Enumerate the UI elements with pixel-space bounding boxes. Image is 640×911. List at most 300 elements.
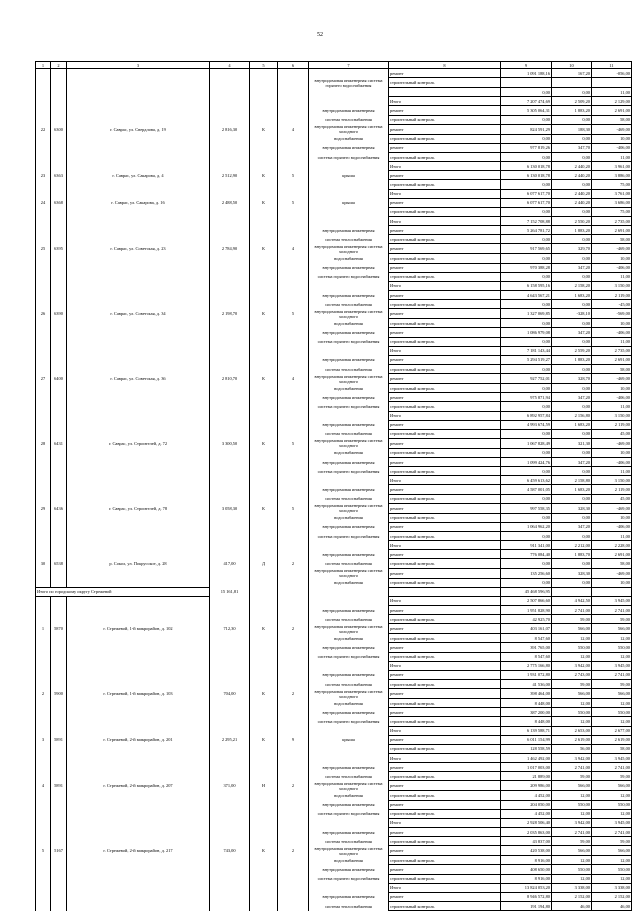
unit-cost-cell: 2 741,00: [552, 827, 592, 836]
address-cell: [67, 337, 210, 346]
material-cell: [250, 476, 278, 485]
material-cell: [250, 763, 278, 772]
material-cell: [250, 634, 278, 643]
service-cell: строительный контроль: [389, 272, 501, 281]
cost-cell: 0,00: [501, 180, 552, 189]
area-cell: [210, 522, 250, 531]
table-row: [36, 309, 632, 319]
unit-cost-cell: 347,20: [552, 328, 592, 337]
unit-cost-cell: 0,00: [552, 559, 592, 568]
service-cell: Итого: [389, 726, 501, 735]
service-cell: Итого: [389, 476, 501, 485]
floors-cell: [278, 652, 309, 661]
address-cell: [67, 699, 210, 708]
table-row: [36, 865, 632, 874]
floors-cell: [278, 606, 309, 615]
limit-cell: 10,00: [592, 513, 632, 522]
work-type-cell: внутридомовая инженерная: [309, 522, 389, 531]
house-id-cell: [51, 402, 67, 411]
limit-cell: 10,00: [592, 254, 632, 263]
material-cell: Н: [250, 781, 278, 791]
row-number-cell: [36, 485, 51, 494]
service-cell: ремонт: [389, 420, 501, 429]
work-type-cell: система теплоснабжения: [309, 115, 389, 124]
cost-cell: 191 194,80: [501, 901, 552, 910]
house-id-cell: [51, 300, 67, 309]
house-id-cell: [51, 883, 67, 892]
address-cell: г. Стрежевой, 2-й микрорайон, д. 207: [67, 781, 210, 791]
limit-cell: 10,00: [592, 384, 632, 393]
row-number-cell: [36, 763, 51, 772]
unit-cost-cell: 12,00: [552, 874, 592, 883]
unit-cost-cell: 2 440,20: [552, 162, 592, 171]
address-cell: [67, 901, 210, 910]
work-type-cell: [309, 726, 389, 735]
table-row: [36, 559, 632, 568]
house-id-cell: [51, 541, 67, 550]
column-number: 1: [36, 62, 51, 69]
house-id-cell: [51, 578, 67, 587]
limit-cell: 12,00: [592, 856, 632, 865]
limit-cell: 550,00: [592, 865, 632, 874]
limit-cell: -406,00: [592, 522, 632, 531]
limit-cell: 3 150,00: [592, 281, 632, 290]
address-cell: [67, 494, 210, 503]
service-cell: строительный контроль: [389, 652, 501, 661]
address-cell: [67, 532, 210, 541]
row-number-cell: [36, 134, 51, 143]
row-number-cell: [36, 115, 51, 124]
row-number-cell: [36, 726, 51, 735]
row-number-cell: [36, 699, 51, 708]
material-cell: [250, 596, 278, 605]
house-id-cell: [51, 856, 67, 865]
row-number-cell: [36, 328, 51, 337]
unit-cost-cell: 2 212,00: [552, 541, 592, 550]
work-type-cell: внутридомовая инженерная: [309, 393, 389, 402]
cost-cell: 6 077 617,70: [501, 189, 552, 198]
service-cell: ремонт: [389, 503, 501, 513]
unit-cost-cell: 3 942,00: [552, 661, 592, 670]
limit-cell: 75,00: [592, 180, 632, 189]
work-type-cell: система горячего водоснабжения: [309, 809, 389, 818]
service-cell: строительный контроль: [389, 634, 501, 643]
area-cell: [210, 189, 250, 198]
house-id-cell: [51, 606, 67, 615]
material-cell: [250, 411, 278, 420]
row-number-cell: [36, 97, 51, 106]
address-cell: [67, 384, 210, 393]
work-type-cell: внутридомовая инженерная: [309, 606, 389, 615]
unit-cost-cell: 2 559,20: [552, 346, 592, 355]
house-id-cell: [51, 763, 67, 772]
limit-cell: 3 338,00: [592, 883, 632, 892]
limit-cell: 12,00: [592, 791, 632, 800]
work-type-cell: [309, 88, 389, 97]
area-cell: [210, 384, 250, 393]
table-row: [36, 717, 632, 726]
row-number-cell: [36, 883, 51, 892]
limit-cell: 2 119,00: [592, 290, 632, 299]
table-row: [36, 791, 632, 800]
material-cell: [250, 744, 278, 753]
address-cell: [67, 754, 210, 763]
limit-cell: 3 886,00: [592, 171, 632, 180]
limit-cell: 58,00: [592, 115, 632, 124]
work-type-cell: внутридомовая инженерная: [309, 800, 389, 809]
cost-cell: 5 305 064,31: [501, 106, 552, 115]
address-cell: [67, 189, 210, 198]
service-cell: строительный контроль: [389, 402, 501, 411]
service-cell: ремонт: [389, 708, 501, 717]
house-id-cell: [51, 643, 67, 652]
house-id-cell: [51, 420, 67, 429]
floors-cell: [278, 865, 309, 874]
address-cell: [67, 467, 210, 476]
service-cell: ремонт: [389, 226, 501, 235]
work-type-cell: система теплоснабжения: [309, 300, 389, 309]
house-id-cell: [51, 152, 67, 161]
area-cell: [210, 661, 250, 670]
unit-cost-cell: 2 158,20: [552, 281, 592, 290]
limit-cell: 3 686,00: [592, 198, 632, 207]
floors-cell: [278, 337, 309, 346]
table-row: [36, 772, 632, 781]
service-cell: строительный контроль: [389, 337, 501, 346]
cost-cell: 0,00: [501, 532, 552, 541]
floors-cell: [278, 763, 309, 772]
house-id-cell: [51, 532, 67, 541]
work-type-cell: система горячего водоснабжения: [309, 874, 389, 883]
limit-cell: 58,00: [592, 559, 632, 568]
address-cell: [67, 717, 210, 726]
unit-cost-cell: 550,00: [552, 708, 592, 717]
service-cell: ремонт: [389, 263, 501, 272]
unit-cost-cell: 0,00: [552, 300, 592, 309]
house-id-cell: [51, 189, 67, 198]
row-number-cell: [36, 319, 51, 328]
material-cell: [250, 226, 278, 235]
house-id-cell: [51, 522, 67, 531]
table-row: [36, 115, 632, 124]
table-row: [36, 578, 632, 587]
material-cell: К: [250, 689, 278, 699]
cost-cell: 21 889,00: [501, 772, 552, 781]
work-type-cell: система горячего водоснабжения: [309, 652, 389, 661]
table-row: [36, 235, 632, 244]
row-number-cell: 29: [36, 503, 51, 513]
floors-cell: 5: [278, 503, 309, 513]
house-id-cell: [51, 744, 67, 753]
floors-cell: [278, 402, 309, 411]
material-cell: К: [250, 735, 278, 744]
floors-cell: [278, 791, 309, 800]
area-cell: 3 058,30: [210, 503, 250, 513]
limit-cell: 2 152,00: [592, 892, 632, 901]
floors-cell: [278, 429, 309, 438]
house-id-cell: [51, 134, 67, 143]
material-cell: [250, 809, 278, 818]
house-id-cell: [51, 448, 67, 457]
service-cell: ремонт: [389, 781, 501, 791]
unit-cost-cell: 56,00: [552, 744, 592, 753]
unit-cost-cell: 0,00: [552, 384, 592, 393]
house-id-cell: 5891: [51, 735, 67, 744]
material-cell: [250, 837, 278, 846]
house-id-cell: [51, 901, 67, 910]
unit-cost-cell: 0,00: [552, 272, 592, 281]
table-row: [36, 290, 632, 299]
cost-cell: 5 264 781,72: [501, 226, 552, 235]
limit-cell: 2 691,00: [592, 355, 632, 364]
row-number-cell: [36, 892, 51, 901]
table-row: [36, 402, 632, 411]
material-cell: [250, 791, 278, 800]
address-cell: [67, 827, 210, 836]
table-row: [36, 124, 632, 134]
cost-cell: 0,00: [501, 402, 552, 411]
address-cell: [67, 744, 210, 753]
service-cell: Итого: [389, 411, 501, 420]
limit-cell: 2 735,00: [592, 216, 632, 225]
limit-cell: 11,00: [592, 467, 632, 476]
table-row: [36, 634, 632, 643]
area-cell: [210, 883, 250, 892]
floors-cell: [278, 106, 309, 115]
cost-cell: 0,00: [501, 134, 552, 143]
work-type-cell: крыша: [309, 735, 389, 744]
floors-cell: [278, 827, 309, 836]
cost-cell: 977 819,26: [501, 143, 552, 152]
table-row: [36, 263, 632, 272]
work-type-cell: [309, 883, 389, 892]
row-number-cell: 23: [36, 171, 51, 180]
material-cell: [250, 235, 278, 244]
table-row: [36, 207, 632, 216]
area-cell: [210, 892, 250, 901]
cost-cell: 204 050,00: [501, 800, 552, 809]
address-cell: [67, 281, 210, 290]
column-number: 5: [250, 62, 278, 69]
service-cell: ремонт: [389, 606, 501, 615]
work-type-cell: система теплоснабжения: [309, 772, 389, 781]
area-cell: 712,30: [210, 624, 250, 634]
table-row: [36, 337, 632, 346]
unit-cost-cell: 59,00: [552, 837, 592, 846]
table-row: [36, 88, 632, 97]
address-cell: [67, 272, 210, 281]
work-type-cell: внутридомовая инженерная система холодного: [309, 624, 389, 634]
service-cell: ремонт: [389, 290, 501, 299]
work-type-cell: водоснабжения: [309, 856, 389, 865]
unit-cost-cell: 188,30: [552, 124, 592, 134]
area-cell: [210, 429, 250, 438]
floors-cell: [278, 856, 309, 865]
table-row: [36, 384, 632, 393]
table-row: [36, 550, 632, 559]
service-cell: строительный контроль: [389, 559, 501, 568]
house-id-cell: [51, 180, 67, 189]
house-id-cell: [51, 328, 67, 337]
cost-cell: 824 591,29: [501, 124, 552, 134]
limit-cell: 11,00: [592, 337, 632, 346]
unit-cost-cell: 0,00: [552, 319, 592, 328]
unit-cost-cell: 2 440,20: [552, 171, 592, 180]
cost-cell: 4 587 001,05: [501, 485, 552, 494]
limit-cell: 2 741,00: [592, 763, 632, 772]
cost-cell: 408 650,00: [501, 865, 552, 874]
limit-cell: 11,00: [592, 532, 632, 541]
cost-cell: 13 824 053,20: [501, 883, 552, 892]
unit-cost-cell: 1 683,20: [552, 485, 592, 494]
row-number-cell: [36, 355, 51, 364]
cost-cell: 41 536,00: [501, 680, 552, 689]
unit-cost-cell: 2 440,20: [552, 189, 592, 198]
area-cell: [210, 754, 250, 763]
row-number-cell: [36, 189, 51, 198]
material-cell: [250, 708, 278, 717]
material-cell: [250, 578, 278, 587]
table-row: [36, 162, 632, 171]
house-id-cell: [51, 837, 67, 846]
cost-cell: 4 993 674,59: [501, 420, 552, 429]
cost-cell: 7 152 708,88: [501, 216, 552, 225]
service-cell: [389, 88, 501, 97]
house-id-cell: [51, 708, 67, 717]
floors-cell: 4: [278, 374, 309, 384]
cost-cell: 1 091 188,16: [501, 69, 552, 78]
floors-cell: [278, 634, 309, 643]
row-number-cell: [36, 162, 51, 171]
table-row: [36, 744, 632, 753]
work-type-cell: система горячего водоснабжения: [309, 467, 389, 476]
table-row: [36, 171, 632, 180]
floors-cell: [278, 272, 309, 281]
unit-cost-cell: 2 653,00: [552, 726, 592, 735]
column-number: 7: [309, 62, 389, 69]
house-id-cell: [51, 661, 67, 670]
service-cell: ремонт: [389, 522, 501, 531]
work-type-cell: система горячего водоснабжения: [309, 717, 389, 726]
material-cell: [250, 717, 278, 726]
row-number-cell: Итого по городскому округу Стрежевой: [36, 587, 210, 596]
floors-cell: [278, 476, 309, 485]
row-number-cell: [36, 513, 51, 522]
house-id-cell: [51, 69, 67, 78]
unit-cost-cell: 328,70: [552, 374, 592, 384]
work-type-cell: внутридомовая инженерная система холодного: [309, 503, 389, 513]
limit-cell: 58,00: [592, 235, 632, 244]
house-id-cell: [51, 226, 67, 235]
address-cell: [67, 143, 210, 152]
address-cell: г. Саврас, ул. Советская, д. 34: [67, 309, 210, 319]
cost-cell: 7 181 143,44: [501, 346, 552, 355]
area-cell: 743,00: [210, 846, 250, 856]
address-cell: [67, 207, 210, 216]
house-id-cell: [51, 162, 67, 171]
table-row: [36, 652, 632, 661]
work-type-cell: [309, 661, 389, 670]
row-number-cell: [36, 402, 51, 411]
table-row: [36, 411, 632, 420]
cost-cell: 2 775 166,80: [501, 661, 552, 670]
area-cell: 2 784,90: [210, 244, 250, 254]
material-cell: [250, 818, 278, 827]
floors-cell: 9: [278, 735, 309, 744]
work-type-cell: [309, 346, 389, 355]
row-number-cell: [36, 384, 51, 393]
unit-cost-cell: 1 883,20: [552, 355, 592, 364]
service-cell: ремонт: [389, 846, 501, 856]
floors-cell: [278, 235, 309, 244]
area-cell: [210, 78, 250, 88]
limit-cell: 2 741,00: [592, 827, 632, 836]
material-cell: [250, 300, 278, 309]
service-cell: ремонт: [389, 735, 501, 744]
table-row: [36, 643, 632, 652]
work-type-cell: внутридомовая инженерная система холодного: [309, 124, 389, 134]
material-cell: [250, 615, 278, 624]
floors-cell: 5: [278, 309, 309, 319]
row-number-cell: [36, 809, 51, 818]
house-id-cell: 6436: [51, 503, 67, 513]
cost-cell: 970 388,28: [501, 263, 552, 272]
work-type-cell: система теплоснабжения: [309, 680, 389, 689]
table-row: [36, 763, 632, 772]
floors-cell: [278, 717, 309, 726]
limit-cell: 566,00: [592, 689, 632, 699]
house-id-cell: [51, 88, 67, 97]
floors-cell: [278, 207, 309, 216]
table-row: [36, 846, 632, 856]
material-cell: [250, 152, 278, 161]
limit-cell: 566,00: [592, 624, 632, 634]
limit-cell: 3 150,00: [592, 411, 632, 420]
address-cell: [67, 513, 210, 522]
cost-cell: [501, 78, 552, 88]
address-cell: [67, 355, 210, 364]
row-number-cell: 2: [36, 689, 51, 699]
material-cell: [250, 670, 278, 679]
service-cell: ремонт: [389, 670, 501, 679]
unit-cost-cell: 0,00: [552, 467, 592, 476]
table-row: [36, 281, 632, 290]
limit-cell: 12,00: [592, 809, 632, 818]
house-id-cell: [51, 364, 67, 373]
table-row: [36, 106, 632, 115]
limit-cell: 3 961,00: [592, 162, 632, 171]
cost-cell: 8 547,60: [501, 652, 552, 661]
unit-cost-cell: 0,00: [552, 115, 592, 124]
work-type-cell: внутридомовая инженерная: [309, 670, 389, 679]
unit-cost-cell: 550,00: [552, 865, 592, 874]
unit-cost-cell: 12,00: [552, 699, 592, 708]
floors-cell: [278, 680, 309, 689]
limit-cell: 58,00: [592, 744, 632, 753]
area-cell: [210, 226, 250, 235]
row-number-cell: [36, 791, 51, 800]
area-cell: [210, 578, 250, 587]
row-number-cell: [36, 467, 51, 476]
cost-cell: 391 765,00: [501, 643, 552, 652]
limit-cell: 58,00: [592, 364, 632, 373]
unit-cost-cell: 0,00: [552, 513, 592, 522]
address-cell: [67, 809, 210, 818]
limit-cell: 2 691,00: [592, 226, 632, 235]
table-row: [36, 708, 632, 717]
unit-cost-cell: 0,00: [552, 337, 592, 346]
row-number-cell: [36, 717, 51, 726]
